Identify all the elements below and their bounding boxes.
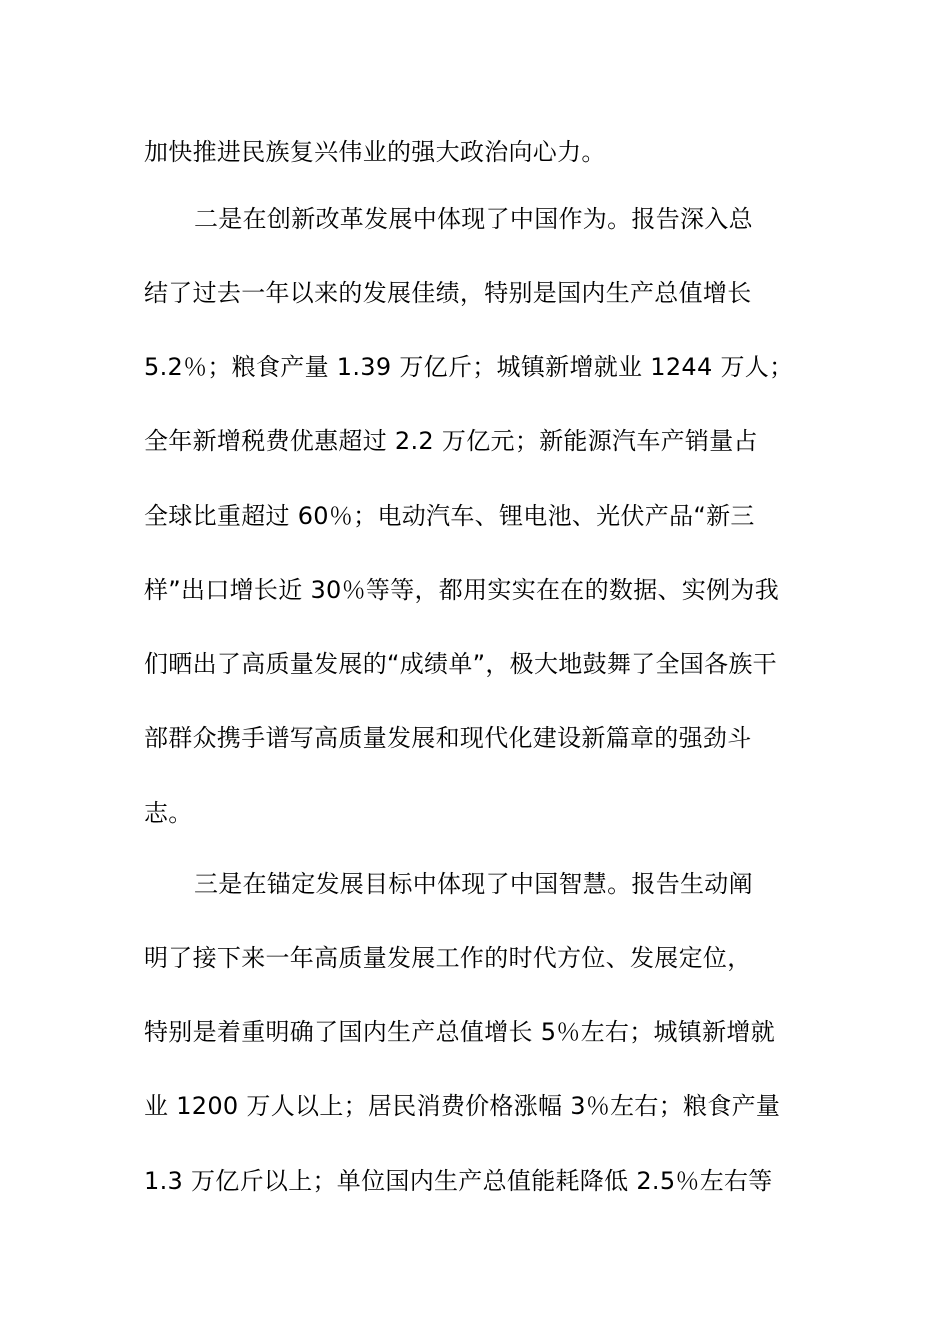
text-line: 1.3 万亿斤以上；单位国内生产总值能耗降低 2.5％左右等 [144, 1167, 773, 1195]
text-line: 样”出口增长近 30％等等，都用实实在在的数据、实例为我 [144, 576, 779, 604]
text-line: 全年新增税费优惠超过 2.2 万亿元；新能源汽车产销量占 [144, 427, 758, 455]
paragraph-start-line: 三是在锚定发展目标中体现了中国智慧。报告生动阐 [194, 870, 753, 898]
text-line: 结了过去一年以来的发展佳绩，特别是国内生产总值增长 [144, 279, 752, 307]
text-line: 特别是着重明确了国内生产总值增长 5％左右；城镇新增就 [144, 1018, 775, 1046]
text-line: 志。 [144, 799, 193, 827]
text-line: 明了接下来一年高质量发展工作的时代方位、发展定位， [144, 944, 752, 972]
text-line: 业 1200 万人以上；居民消费价格涨幅 3％左右；粮食产量 [144, 1092, 781, 1120]
text-line: 部群众携手谱写高质量发展和现代化建设新篇章的强劲斗 [144, 724, 752, 752]
text-line: 们晒出了高质量发展的“成绩单”，极大地鼓舞了全国各族干 [144, 650, 777, 678]
text-line: 5.2％；粮食产量 1.39 万亿斤；城镇新增就业 1244 万人； [144, 353, 794, 381]
text-line: 全球比重超过 60％；电动汽车、锂电池、光伏产品“新三 [144, 502, 755, 530]
text-line: 加快推进民族复兴伟业的强大政治向心力。 [144, 138, 606, 166]
paragraph-start-line: 二是在创新改革发展中体现了中国作为。报告深入总 [194, 205, 753, 233]
